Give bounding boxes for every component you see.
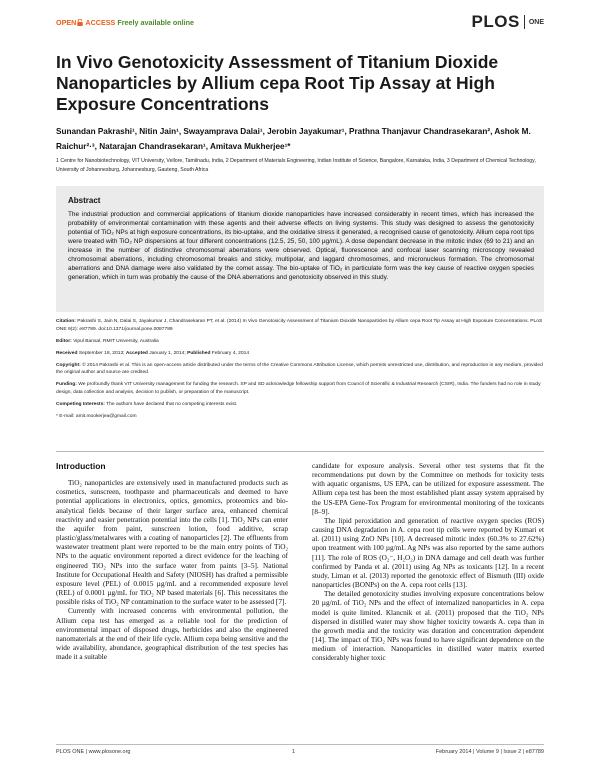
intro-paragraph-2: Currently with increased concerns with environmental pollution, the Allium cepa test has emerged as a reliable tool for the prediction of environmental impact of disposed drugs, herbicides and also the engineered nanomaterials at the end of their life cycle. Allium cepa being sensitive and the wide availability, abundance, geographical distribution of the test species has made it a suitable [56,607,288,662]
funding [56,381,544,396]
competing-text: The authors have declared that no competing interests exist. [106,401,238,407]
author-list: Sunandan Pakrashi¹, Nitin Jain¹, Swayamprava Dalai¹, Jerobin Jayakumar¹, Prathna Thanjavur Chandrasekaran², Ashok M. Raichur²·³, Natarajan Chandrasekaran¹, Amitava Mukherjee¹* [56,127,531,151]
footer-issue: February 2014 | Volume 9 | Issue 2 | e87789 [435,749,544,755]
competing-interests [56,401,544,409]
citation-label: Citation: [56,319,76,324]
intro-paragraph-3: candidate for exposure analysis. Several other test systems that fit the recommendations put down by the Committee on methods for toxicity tests with aquatic organisms, US EPA, can be utilized for exposure assessment. The Allium cepa test has been the most established plant assay system appraised by the US-EPA Gene-Tox Program for environmental monitoring of the toxicants [8–9]. [312,462,544,516]
intro-paragraph-1: TiO₂ nanoparticles are extensively used in manufactured products such as cosmetics, sunscreen, toothpaste and pharmaceuticals and deemed to have potential applications in electronics, optics, genomics, proteomics and bio-analytical fields because of their larger surface area, enhanced chemical reactivity and easier penetration potential into the cells [1]. TiO₂ NPs can enter the aquifer from paint, sunscreen lotion, food additive, scrap plastic/glass/metalwares with a coating of nanoparticles [2]. The effluents from wastewater treatment plant were reported to be the main entry points of TiO₂ NPs to the aquatic environment reported a direct evidence for the leaching of engineered TiO₂ NPs into the surface water from paints [3–5]. National Institute for Occupational Health and Safety (NIOSH) has drafted a permissible exposure level (PEL) of 0.0015 µg/mL and a recommended exposure level (REL) of 0.0001 µg/mL for TiO₂ NP based materials [6]. This necessitates the possible risks of TiO₂ NP contamination to the surface water to be assessed [7]. [56,479,288,607]
accepted-date: January 1, 2014; [149,350,186,356]
email-label: * E-mail: [56,413,75,419]
footer-page-number: 1 [292,749,296,755]
abstract-text: The industrial production and commercial applications of titanium dioxide nanoparticles have increased considerably in recent times, which has increased the probability of environmental contamination with these agents and their adverse effects on living systems. This study was designed to assess the genotoxicity potential of TiO₂ NPs at high exposure concentrations, its bio-uptake, and the oxidative stress it generated, a recognised cause of genotoxicity. Allium cepa root tips were treated with TiO₂ NP dispersions at four different concentrations (12.5, 25, 50, 100 µg/mL). A dose dependant decrease in the mitotic index (69 to 21) and an increase in the number of distinctive chromosomal aberrations were observed. Optical, fluorescence and confocal laser scanning microscopy revealed chromosomal aberrations, including chromosomal breaks and sticky, multipolar, and laggard chromosomes, and micronucleus formation. The chromosomal aberrations and DNA damage were also validated by the comet assay. The bio-uptake of TiO₂ in particulate form was the key cause of reactive oxygen species generation, which in turn was probably the cause of the DNA aberrations and genotoxicity observed in this study. [68,211,534,282]
received-date: September 18, 2013; [78,350,125,356]
affiliations: 1 Centre for Nanobiotechnology, VIT University, Vellore, Tamilnadu, India, 2 Department of Materials Engineering, Indian Institute of Science, Bangalore, Karnataka, India, 3 Department of Chemical Technology, University of Johannesburg, Johannesburg, Gauteng, South Africa [56,158,536,173]
header-bar [56,12,544,38]
received-label: Received [56,350,78,356]
page-footer [56,744,544,763]
dates [56,350,544,358]
column-left [56,462,288,662]
logo-text: PLOS [471,12,520,31]
abstract-heading: Abstract [68,196,101,205]
access-label: ACCESS [85,18,116,27]
logo-sub: ONE [528,18,544,26]
published-date: February 4, 2014 [211,350,250,356]
logo-divider [524,15,525,29]
plos-one-logo [472,12,544,32]
accepted-label: Accepted [125,350,148,356]
published-label: Published [187,350,211,356]
editor-text: Vipul Bansal, RMIT University, Australia [73,338,159,344]
open-label: OPEN [56,18,77,27]
footer-journal: PLOS ONE | www.plosone.org [56,749,131,755]
citation-text: Pakrashi S, Jain N, Dalai S, Jayakumar J, Chandrasekaran PT, et al. (2014) In Vivo Genotoxicity Assessment of Titanium Dioxide Nanoparticles by Allium cepa Root Tip Assay at High Exposure Concentrations. PLoS ONE 9(2): e87789. doi:10.1371/journal.pone.0087789 [56,319,543,332]
freely-available-label: Freely available online [117,18,195,27]
competing-label: Competing Interests: [56,401,105,407]
abstract-box [56,186,544,312]
editor-label: Editor: [56,338,72,344]
citation [56,318,544,333]
email-address: amit.mookerjea@gmail.com [75,413,137,419]
funding-text: We profoundly thank VIT University management for funding the research. SP and SD acknowledge fellowship support from Council of Scientific & Industrial Research (CSIR), India. The funders had no role in study design, data collection and analysis, decision to publish, or preparation of the manuscript. [56,382,541,395]
introduction-heading: Introduction [56,461,106,471]
intro-paragraph-5: The detailed genotoxicity studies involving exposure concentrations below 20 µg/mL of TiO₂ NPs and the effect of internalized nanoparticles in A. cepa model is quite limited. Klancnik et al. (2011) proposed that the TiO₂ NPs dispersed in distilled water may show higher toxicity towards A. cepa than in the growth media and the toxicity was duration and concentration dependent [14]. The impact of TiO₂ NPs was found to have significant dependence on the medium of interaction. Nanoparticles in distilled water matrix exerted considerably higher toxic [312,590,544,663]
article-title: In Vivo Genotoxicity Assessment of Titanium Dioxide Nanoparticles by Allium cepa Root Tip Assay at High Exposure Concentrations [56,52,499,114]
section-divider [56,451,544,452]
column-right [312,462,544,663]
open-access-badge [56,18,194,27]
copyright-text: © 2014 Pakrashi et al. This is an open-access article distributed under the terms of the Creative Commons Attribution License, which permits unrestricted use, distribution, and reproduction in any medium, provided the original author and source are credited. [56,362,543,375]
corresponding-email [56,413,544,421]
article-metadata [56,318,544,425]
intro-paragraph-4: The lipid peroxidation and generation of reactive oxygen species (ROS) causing DNA degradation in A. cepa root tip cells were reported by Kumari et al. (2011) using ZnO NPs [10]. A decreased mitotic index (60.3% to 27.62%) upon treatment with 100 µg/mL Ag NPs was also reported by the same authors [11]. The role of ROS (O₂⁻, H₂O₂) in DNA damage and cell death was further confirmed by Panda et al. (2011) using Ag NPs as toxicants [12]. In a recent study, Liman et al. (2013) reported the genotoxic effect of Bismuth (III) oxide nanoparticles (BONPs) on the A. cepa root cells [13]. [312,516,544,590]
funding-label: Funding: [56,382,77,387]
copyright-label: Copyright: [56,362,81,368]
copyright [56,362,544,377]
open-lock-icon [77,19,83,26]
editor [56,338,544,346]
